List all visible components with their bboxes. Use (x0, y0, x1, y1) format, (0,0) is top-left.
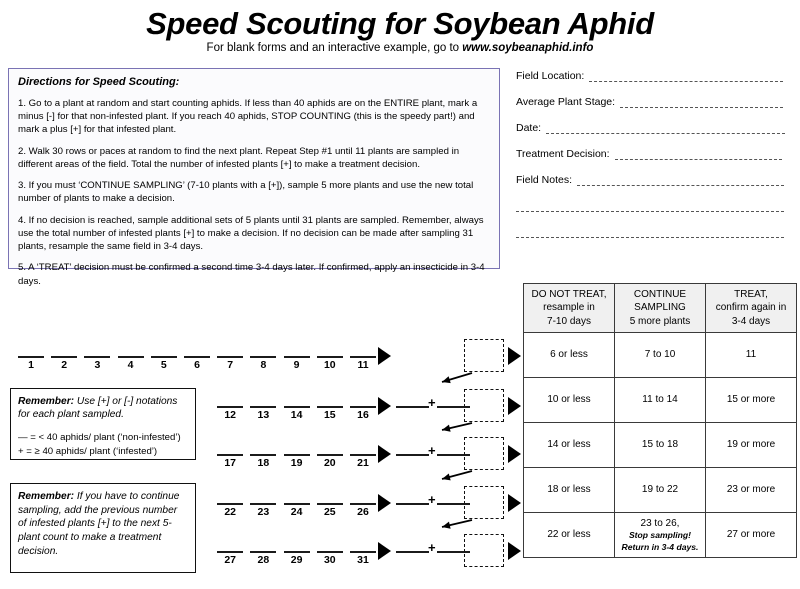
arrow-to-table-icon (508, 542, 521, 560)
cell-do-not-treat-3: 18 or less (524, 468, 615, 513)
plant-blank-4[interactable] (118, 356, 144, 358)
plant-number-17: 17 (224, 457, 237, 469)
plant-blank-14[interactable] (284, 406, 310, 408)
cell-do-not-treat-0: 6 or less (524, 333, 615, 378)
plant-blank-21[interactable] (350, 454, 376, 456)
total-infested-box-row-2[interactable] (464, 437, 504, 470)
plant-number-3: 3 (94, 359, 101, 371)
directions-heading: Directions for Speed Scouting: (18, 76, 180, 88)
cell-treat-0: 11 (706, 333, 797, 378)
cell-continue-main-4: 23 to 26, (640, 518, 680, 530)
arrow-right-icon (378, 347, 391, 365)
plant-number-18: 18 (257, 457, 270, 469)
cell-do-not-treat-1: 10 or less (524, 378, 615, 423)
plant-blank-11[interactable] (350, 356, 376, 358)
cell-do-not-treat-4: 22 or less (524, 513, 615, 558)
plant-number-27: 27 (224, 554, 237, 566)
remember-1-body: Use [+] or [-] notations for each plant sampled. (18, 396, 178, 421)
carry-over-blank-row-4[interactable] (396, 551, 429, 553)
remember-box-continue (10, 483, 196, 573)
remember-1-legend (18, 431, 188, 458)
remember-1-text (18, 395, 188, 422)
carry-over-blank-row-3[interactable] (396, 503, 429, 505)
cell-continue-main-0: 7 to 10 (644, 349, 676, 361)
plus-sign-row-2: + (428, 443, 436, 458)
plant-number-5: 5 (160, 359, 167, 371)
header-continue-sampling: CONTINUE SAMPLING 5 more plants (615, 284, 706, 333)
plant-blank-15[interactable] (317, 406, 343, 408)
remember-2-body: If you have to continue sampling, add the previous number of infested plants [+] to the next 5-plant count to make a treatment decision. (18, 491, 180, 557)
plant-number-15: 15 (323, 409, 336, 421)
plant-blank-1[interactable] (18, 356, 44, 358)
plus-sign-row-1: + (428, 395, 436, 410)
legend-non-infested: — = < 40 aphids/ plant (‘non-infested’) (18, 431, 181, 443)
plant-number-14: 14 (290, 409, 303, 421)
plant-number-2: 2 (61, 359, 68, 371)
plant-blank-10[interactable] (317, 356, 343, 358)
plant-number-31: 31 (357, 554, 369, 566)
plant-blank-20[interactable] (317, 454, 343, 456)
form-label-2: Date: (516, 122, 542, 134)
arrow-to-table-icon (508, 347, 521, 365)
plant-blank-18[interactable] (250, 454, 276, 456)
arrow-right-icon (378, 542, 391, 560)
plant-blank-6[interactable] (184, 356, 210, 358)
plant-number-12: 12 (224, 409, 237, 421)
page-title: Speed Scouting for Soybean Aphid (146, 6, 654, 41)
carry-over-blank-row-2[interactable] (396, 454, 429, 456)
plant-blank-8[interactable] (250, 356, 276, 358)
plant-blank-19[interactable] (284, 454, 310, 456)
arrow-to-table-icon (508, 445, 521, 463)
plant-number-22: 22 (224, 506, 237, 518)
plant-blank-7[interactable] (217, 356, 243, 358)
plant-number-11: 11 (357, 359, 369, 371)
cell-continue-main-3: 19 to 22 (641, 484, 679, 496)
direction-step-3: 3. If you must ‘CONTINUE SAMPLING’ (7-10 plants with a [+]), sample 5 more plants and use the new total number of plants to make a decision. (18, 180, 474, 205)
soybeanaphid-url: www.soybeanaphid.info (462, 42, 594, 54)
plant-blank-12[interactable] (217, 406, 243, 408)
plant-blank-16[interactable] (350, 406, 376, 408)
arrow-to-table-icon (508, 494, 521, 512)
plant-blank-30[interactable] (317, 551, 343, 553)
cell-continue-note1-4: Stop sampling! (628, 530, 692, 541)
plant-number-23: 23 (257, 506, 270, 518)
plant-blank-22[interactable] (217, 503, 243, 505)
cell-continue-main-1: 11 to 14 (642, 394, 678, 406)
total-infested-box-row-4[interactable] (464, 534, 504, 567)
plant-blank-2[interactable] (51, 356, 77, 358)
plant-number-7: 7 (227, 359, 234, 371)
plant-number-24: 24 (290, 506, 303, 518)
arrow-right-icon (378, 445, 391, 463)
plant-blank-13[interactable] (250, 406, 276, 408)
direction-step-5: 5. A ‘TREAT’ decision must be confirmed a second time 3-4 days later. If confirmed, apply an insecticide in 3-4 days. (18, 262, 485, 287)
direction-step-2: 2. Walk 30 rows or paces at random to find the next plant. Repeat Step #1 until 11 plants are sampled in different areas of the field. Total the number of infested plants [+] to make a treatment decision. (18, 145, 460, 170)
cell-treat-4: 27 or more (706, 513, 797, 558)
plant-blank-9[interactable] (284, 356, 310, 358)
plant-number-4: 4 (127, 359, 134, 371)
plant-blank-23[interactable] (250, 503, 276, 505)
form-label-1: Average Plant Stage: (516, 96, 616, 108)
remember-2-lead: Remember: (18, 491, 75, 502)
total-infested-box-row-3[interactable] (464, 486, 504, 519)
plus-sign-row-4: + (428, 540, 436, 555)
remember-2-text (18, 490, 188, 558)
subtitle-text: For blank forms and an interactive example, go to (206, 42, 463, 54)
plant-number-29: 29 (290, 554, 303, 566)
plant-number-8: 8 (260, 359, 267, 371)
plant-number-28: 28 (257, 554, 270, 566)
plant-number-26: 26 (357, 506, 369, 518)
plant-number-20: 20 (323, 457, 336, 469)
total-infested-box-row-1[interactable] (464, 389, 504, 422)
form-label-4: Field Notes: (516, 174, 573, 186)
arrow-to-table-icon (508, 397, 521, 415)
plant-blank-24[interactable] (284, 503, 310, 505)
arrow-right-icon (378, 397, 391, 415)
plant-blank-27[interactable] (217, 551, 243, 553)
plant-number-1: 1 (28, 359, 34, 371)
cell-treat-2: 19 or more (706, 423, 797, 468)
cell-do-not-treat-2: 14 or less (524, 423, 615, 468)
total-infested-box-row-0[interactable] (464, 339, 504, 372)
plant-number-21: 21 (357, 457, 369, 469)
cell-continue-note2-4: Return in 3-4 days. (621, 541, 699, 552)
plant-blank-29[interactable] (284, 551, 310, 553)
plant-blank-25[interactable] (317, 503, 343, 505)
plant-number-13: 13 (257, 409, 270, 421)
plant-blank-26[interactable] (350, 503, 376, 505)
legend-infested: + = ≥ 40 aphids/ plant (‘infested’) (18, 445, 158, 457)
cell-continue-main-2: 15 to 18 (641, 439, 679, 451)
plant-number-19: 19 (290, 457, 303, 469)
arrow-right-icon (378, 494, 391, 512)
plant-number-16: 16 (357, 409, 369, 421)
plus-sign-row-3: + (428, 492, 436, 507)
cell-treat-3: 23 or more (706, 468, 797, 513)
cell-treat-1: 15 or more (706, 378, 797, 423)
plant-blank-17[interactable] (217, 454, 243, 456)
plant-blank-5[interactable] (151, 356, 177, 358)
remember-box-notation (10, 388, 196, 460)
remember-1-lead: Remember: (18, 396, 75, 407)
plant-number-6: 6 (194, 359, 200, 371)
plant-number-9: 9 (293, 359, 300, 371)
form-label-0: Field Location: (516, 70, 585, 82)
plant-blank-3[interactable] (84, 356, 110, 358)
plant-number-25: 25 (323, 506, 336, 518)
plant-blank-31[interactable] (350, 551, 376, 553)
header-do-not-treat: DO NOT TREAT, resample in 7-10 days (524, 284, 615, 333)
header-treat: TREAT, confirm again in 3-4 days (706, 284, 797, 333)
plant-number-10: 10 (323, 359, 336, 371)
direction-step-1: 1. Go to a plant at random and start counting aphids. If less than 40 aphids are on the ENTIRE plant, mark a minus [-] for that non-infested plant. If you reach 40 aphids, STOP COUNTING (this is the speedy part!) and mark a plus [+] for that infested plant. (18, 98, 478, 136)
plant-blank-28[interactable] (250, 551, 276, 553)
plant-number-30: 30 (323, 554, 336, 566)
form-label-3: Treatment Decision: (516, 148, 610, 160)
carry-over-blank-row-1[interactable] (396, 406, 429, 408)
direction-step-4: 4. If no decision is reached, sample additional sets of 5 plants until 31 plants are sampled. Remember, always use the total number of infested plants [+] to make a decision. If no decision can be made after sampling 31 plants, resample the same field in 3-4 days. (18, 214, 484, 253)
